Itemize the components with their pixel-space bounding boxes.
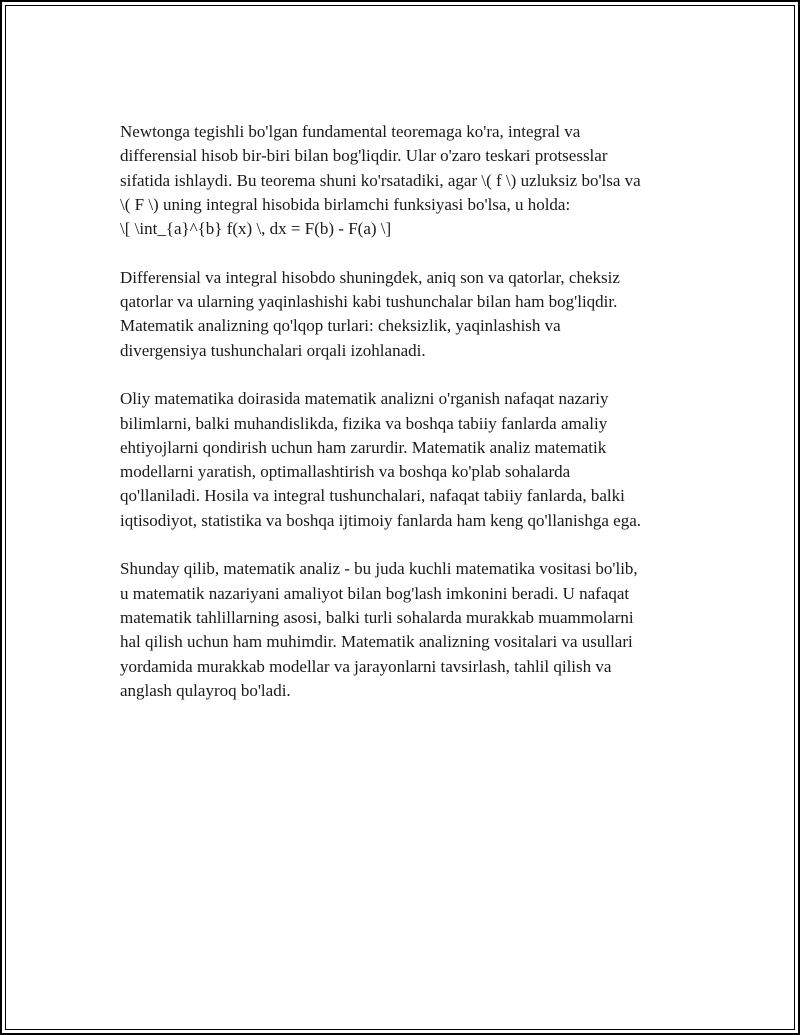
text-line: u matematik nazariyani amaliyot bilan bog'lash imkonini beradi. U nafaqat [120, 583, 630, 603]
text-line: sifatida ishlaydi. Bu teorema shuni ko'rsatadiki, agar \( f \) uzluksiz bo'lsa va [120, 170, 641, 190]
text-line: qo'llaniladi. Hosila va integral tushunchalari, nafaqat tabiiy fanlarda, balki [120, 486, 625, 506]
text-line: bilimlarni, balki muhandislikda, fizika va boshqa tabiiy fanlarda amaliy [120, 413, 608, 433]
text-line: iqtisodiyot, statistika va boshqa ijtimoiy fanlarda ham keng qo'llanishga ega. [120, 510, 641, 530]
text-line: \( F \) uning integral hisobida birlamchi funksiyasi bo'lsa, u holda: [120, 194, 571, 214]
text-line: Matematik analizning qo'lqop turlari: cheksizlik, yaqinlashish va [120, 316, 561, 336]
text-line: qatorlar va ularning yaqinlashishi kabi tushunchalar bilan ham bog'liqdir. [120, 292, 618, 312]
paragraph-4 [120, 557, 692, 703]
text-line: Shunday qilib, matematik analiz - bu juda kuchli matematika vositasi bo'lib, [120, 559, 638, 579]
paragraph-3 [120, 387, 692, 533]
text-line: matematik tahlillarning asosi, balki turli sohalarda murakkab muammolarni [120, 607, 634, 627]
document-body [120, 120, 692, 727]
text-line: Newtonga tegishli bo'lgan fundamental teoremaga ko'ra, integral va [120, 122, 581, 141]
paragraph-1 [120, 120, 692, 241]
text-line: Differensial va integral hisobdo shuningdek, aniq son va qatorlar, cheksiz [120, 267, 620, 287]
text-line: modellarni yaratish, optimallashtirish va boshqa ko'plab sohalarda [120, 462, 571, 482]
text-line: ehtiyojlarni qondirish uchun ham zarurdir. Matematik analiz matematik [120, 437, 607, 457]
text-line: yordamida murakkab modellar va jarayonlarni tavsirlash, tahlil qilish va [120, 656, 612, 676]
text-line: divergensiya tushunchalari orqali izohlanadi. [120, 340, 426, 360]
text-line: differensial hisob bir-biri bilan bog'liqdir. Ular o'zaro teskari protsesslar [120, 146, 608, 166]
text-line: anglash qulayroq bo'ladi. [120, 680, 291, 700]
paragraph-2 [120, 266, 692, 363]
formula-line: \[ \int_{a}^{b} f(x) \, dx = F(b) - F(a) \] [120, 219, 392, 239]
text-line: Oliy matematika doirasida matematik analizni o'rganish nafaqat nazariy [120, 389, 609, 409]
text-line: hal qilish uchun ham muhimdir. Matematik analizning vositalari va usullari [120, 632, 633, 652]
